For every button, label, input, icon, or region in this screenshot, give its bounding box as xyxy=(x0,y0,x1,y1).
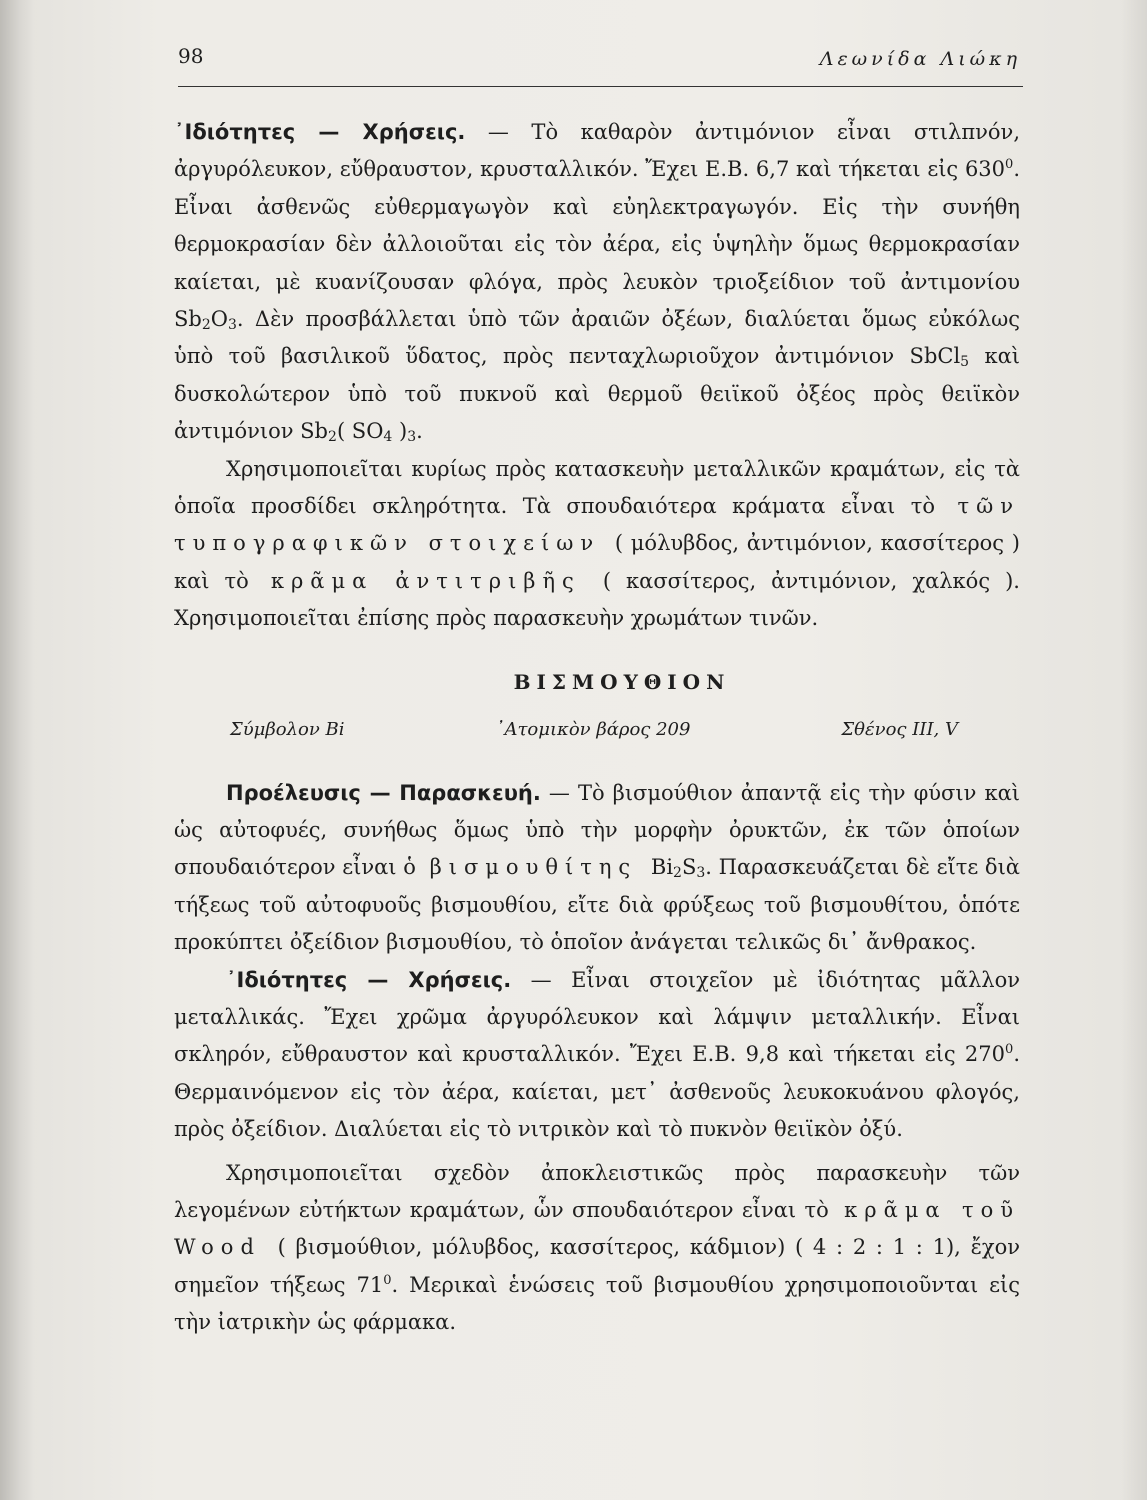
page-edge-shadow xyxy=(1121,0,1147,1500)
element-symbol: Σύμβολον Bi xyxy=(230,719,345,741)
valence: Σθένος III, V xyxy=(841,719,958,741)
element-meta-line xyxy=(174,707,1020,774)
bismuth-origin-heading: Προέλευσις — Παρασκευή. xyxy=(226,780,541,805)
atomic-weight: ᾿Ατομικὸν βάρος 209 xyxy=(495,719,691,741)
antimony-properties-paragraph: ᾿Ιδιότητες — Χρήσεις. — Τὸ καθαρὸν ἀντιμόνιον εἶναι στιλπνόν, ἀργυρόλευκον, εὔθραυστον, κρυσταλλικόν. Ἔχει Ε.Β. 6,7 καὶ τήκεται εἰς $630^0$. Εἶναι ἀσθενῶς εὐθερμαγωγὸν καὶ εὐηλεκτραγωγόν. Εἰς τὴν συνήθη θερμοκρασίαν δὲν ἀλλοιοῦται εἰς τὸν ἀέρα, εἰς ὑψηλὴν ὅμως θερμοκρασίαν καίεται, μὲ κυανίζουσαν φλόγα, πρὸς λευκὸν τριοξείδιον τοῦ ἀντιμονίου $Sb_2O_3$. Δὲν προσβάλλεται ὑπὸ τῶν ἀραιῶν ὀξέων, διαλύεται ὅμως εὐκόλως ὑπὸ τοῦ βασιλικοῦ ὕδατος, πρὸς πενταχλωριοῦχον ἀντιμόνιον SbCl$_5$ καὶ δυσκολώτερον ὑπὸ τοῦ πυκνοῦ καὶ θερμοῦ θειϊκοῦ ὀξέος πρὸς θειϊκὸν ἀντιμόνιον $Sb_2$( $SO_4$ )$_3$. xyxy=(174,120,1020,446)
spaced-emphasis: τῶν τυπογραφικῶν στοιχείων xyxy=(174,494,1020,556)
bismuth-uses-paragraph: Χρησιμοποιεῖται σχεδὸν ἀποκλειστικῶς πρὸς παρασκευὴν τῶν λεγομένων εὐτήκτων κραμάτων, ὧν σπουδαιότερον εἶναι τὸ κρᾶμα τοῦ Wood ( βισμούθιον, μόλυβδος, κασσίτερος, κάδμιον) ( 4 : 2 : 1 : 1), ἔχον σημεῖον τήξεως $71^0$. Μερικαὶ ἑνώσεις τοῦ βισμουθίου χρησιμοποιοῦνται εἰς τὴν ἰατρικὴν ὡς φάρμακα. xyxy=(174,1160,1020,1335)
spaced-emphasis: βισμουθίτης xyxy=(415,855,651,880)
page-number: 98 xyxy=(178,44,204,68)
running-head: Λεωνίδα Λιώκη xyxy=(819,48,1021,70)
bismuth-properties-paragraph: ᾿Ιδιότητες — Χρήσεις. — Εἶναι στοιχεῖον μὲ ἰδιότητας μᾶλλον μεταλλικάς. Ἔχει χρῶμα ἀργυρόλευκον καὶ λάμψιν μεταλλικήν. Εἶναι σκληρόν, εὔθραυστον καὶ κρυσταλλικόν. Ἔχει Ε.Β. 9,8 καὶ τήκεται εἰς $270^0$. Θερμαινόμενον εἰς τὸν ἀέρα, καίεται, μετ᾿ ἀσθενοῦς λευκοκυάνου φλογός, πρὸς ὀξείδιον. Διαλύεται εἰς τὸ νιτρικὸν καὶ τὸ πυκνὸν θειϊκὸν ὀξύ. xyxy=(174,967,1020,1142)
spaced-emphasis: κρᾶμα ἀντιτριβῆς xyxy=(248,568,603,593)
body-text xyxy=(174,114,1020,1342)
page-header xyxy=(178,44,1023,87)
book-spine-shadow xyxy=(0,0,34,1500)
spaced-emphasis: κρᾶμα τοῦ Wood xyxy=(174,1197,1020,1260)
bismuth-properties-heading: ᾿Ιδιότητες — Χρήσεις. xyxy=(226,967,512,992)
antimony-uses-paragraph: Χρησιμοποιεῖται κυρίως πρὸς κατασκευὴν μεταλλικῶν κραμάτων, εἰς τὰ ὁποῖα προσδίδει σκληρότητα. Τὰ σπουδαιότερα κράματα εἶναι τὸ τῶν τυπογραφικῶν στοιχείων ( μόλυβδος, ἀντιμόνιον, κασσίτερος ) καὶ τὸ κρᾶμα ἀντιτριβῆς ( κασσίτερος, ἀντιμόνιον, χαλκός ). Χρησιμοποιεῖται ἐπίσης πρὸς παρασκευὴν χρωμάτων τινῶν. xyxy=(174,456,1020,631)
antimony-properties-heading: ᾿Ιδιότητες — Χρήσεις. xyxy=(174,120,466,144)
bismuth-origin-paragraph: Προέλευσις — Παρασκευή. — Τὸ βισμούθιον ἀπαντᾷ εἰς τὴν φύσιν καὶ ὡς αὐτοφυές, συνήθως ὅμως ὑπὸ τὴν μορφὴν ὀρυκτῶν, ἐκ τῶν ὁποίων σπουδαιότερον εἶναι ὁ βισμουθίτης $Bi_2S_3$. Παρασκευάζεται δὲ εἴτε διὰ τήξεως τοῦ αὐτοφυοῦς βισμουθίου, εἴτε διὰ φρύξεως τοῦ βισμουθίτου, ὁπότε προκύπτει ὀξείδιον βισμουθίου, τὸ ὁποῖον ἀνάγεται τελικῶς δι᾿ ἄνθρακος. xyxy=(174,780,1020,955)
section-title-bismuth: ΒΙΣΜΟΥΘΙΟΝ xyxy=(513,669,731,694)
